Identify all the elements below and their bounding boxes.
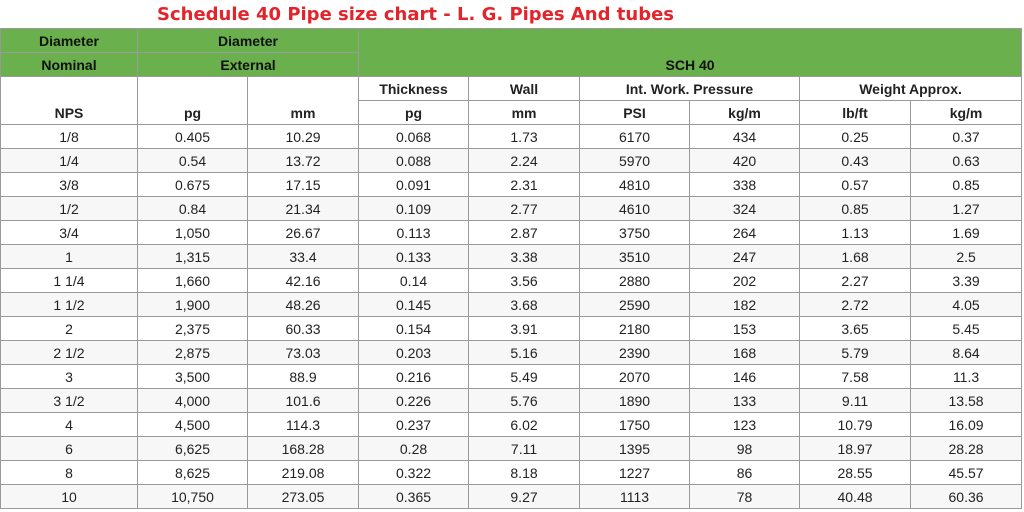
table-cell: 0.109 xyxy=(359,197,469,221)
table-cell: 8,625 xyxy=(138,461,248,485)
table-cell: 1/8 xyxy=(1,125,138,149)
table-cell: 10.79 xyxy=(800,413,911,437)
table-cell: 0.145 xyxy=(359,293,469,317)
table-cell: 0.365 xyxy=(359,485,469,509)
table-cell: 8.64 xyxy=(911,341,1022,365)
table-cell: 0.25 xyxy=(800,125,911,149)
table-cell: 247 xyxy=(690,245,800,269)
table-row xyxy=(1,341,1022,365)
table-cell: 2 xyxy=(1,317,138,341)
table-cell: 5.16 xyxy=(469,341,580,365)
table-row xyxy=(1,125,1022,149)
page-title: Schedule 40 Pipe size chart - L. G. Pipes And tubes xyxy=(157,4,674,25)
table-cell: 73.03 xyxy=(248,341,359,365)
table-cell: 0.226 xyxy=(359,389,469,413)
table-row xyxy=(1,461,1022,485)
table-cell: 2.87 xyxy=(469,221,580,245)
table-cell: 33.4 xyxy=(248,245,359,269)
header-wall: Wall xyxy=(469,77,580,101)
table-cell: 17.15 xyxy=(248,173,359,197)
table-cell: 146 xyxy=(690,365,800,389)
table-cell: 2.77 xyxy=(469,197,580,221)
table-cell: 3510 xyxy=(580,245,690,269)
table-cell: 3750 xyxy=(580,221,690,245)
table-cell: 168 xyxy=(690,341,800,365)
table-cell: 0.57 xyxy=(800,173,911,197)
header-external: External xyxy=(138,53,359,77)
table-cell: 9.11 xyxy=(800,389,911,413)
table-cell: 6,625 xyxy=(138,437,248,461)
table-cell: 0.84 xyxy=(138,197,248,221)
table-cell: 3,500 xyxy=(138,365,248,389)
table-cell: 4,000 xyxy=(138,389,248,413)
table-cell: 5970 xyxy=(580,149,690,173)
header-weight: Weight Approx. xyxy=(800,77,1022,101)
table-cell: 8.18 xyxy=(469,461,580,485)
table-cell: 42.16 xyxy=(248,269,359,293)
table-cell: 1 xyxy=(1,245,138,269)
table-cell: 10.29 xyxy=(248,125,359,149)
table-cell: 5.79 xyxy=(800,341,911,365)
table-cell: 3/8 xyxy=(1,173,138,197)
pipe-size-table xyxy=(0,28,1022,509)
table-cell: 273.05 xyxy=(248,485,359,509)
table-cell: 6 xyxy=(1,437,138,461)
table-cell: 86 xyxy=(690,461,800,485)
table-cell: 3.65 xyxy=(800,317,911,341)
table-row xyxy=(1,413,1022,437)
table-cell: 1 1/4 xyxy=(1,269,138,293)
table-cell: 219.08 xyxy=(248,461,359,485)
table-cell: 1890 xyxy=(580,389,690,413)
table-cell: 6.02 xyxy=(469,413,580,437)
table-cell: 434 xyxy=(690,125,800,149)
table-row xyxy=(1,317,1022,341)
table-cell: 0.322 xyxy=(359,461,469,485)
table-cell: 3 1/2 xyxy=(1,389,138,413)
table-cell: 0.154 xyxy=(359,317,469,341)
table-cell: 123 xyxy=(690,413,800,437)
table-cell: 0.85 xyxy=(800,197,911,221)
table-row xyxy=(1,149,1022,173)
table-cell: 0.28 xyxy=(359,437,469,461)
table-cell: 101.6 xyxy=(248,389,359,413)
table-cell: 2.27 xyxy=(800,269,911,293)
table-cell: 1227 xyxy=(580,461,690,485)
table-cell: 5.49 xyxy=(469,365,580,389)
table-row xyxy=(1,389,1022,413)
table-cell: 2 1/2 xyxy=(1,341,138,365)
table-cell: 1,315 xyxy=(138,245,248,269)
table-cell: 13.72 xyxy=(248,149,359,173)
table-cell: 45.57 xyxy=(911,461,1022,485)
table-cell: 2880 xyxy=(580,269,690,293)
header-wall-mm: mm xyxy=(469,101,580,125)
table-cell: 2.31 xyxy=(469,173,580,197)
table-cell: 2,375 xyxy=(138,317,248,341)
table-cell: 1 1/2 xyxy=(1,293,138,317)
table-cell: 3.91 xyxy=(469,317,580,341)
table-row xyxy=(1,245,1022,269)
table-cell: 8 xyxy=(1,461,138,485)
table-cell: 0.133 xyxy=(359,245,469,269)
table-cell: 0.405 xyxy=(138,125,248,149)
table-cell: 1.73 xyxy=(469,125,580,149)
table-cell: 5.76 xyxy=(469,389,580,413)
table-cell: 338 xyxy=(690,173,800,197)
table-cell: 0.216 xyxy=(359,365,469,389)
table-cell: 420 xyxy=(690,149,800,173)
table-cell: 40.48 xyxy=(800,485,911,509)
table-cell: 60.33 xyxy=(248,317,359,341)
table-cell: 6170 xyxy=(580,125,690,149)
table-cell: 13.58 xyxy=(911,389,1022,413)
table-cell: 114.3 xyxy=(248,413,359,437)
table-cell: 2.72 xyxy=(800,293,911,317)
table-cell: 324 xyxy=(690,197,800,221)
table-cell: 2180 xyxy=(580,317,690,341)
table-cell: 2390 xyxy=(580,341,690,365)
table-cell: 0.113 xyxy=(359,221,469,245)
table-cell: 1,660 xyxy=(138,269,248,293)
table-body xyxy=(1,125,1022,509)
header-diameter-external-top: Diameter xyxy=(138,29,359,53)
table-cell: 4.05 xyxy=(911,293,1022,317)
table-cell: 1750 xyxy=(580,413,690,437)
table-cell: 98 xyxy=(690,437,800,461)
table-cell: 4,500 xyxy=(138,413,248,437)
table-cell: 1,050 xyxy=(138,221,248,245)
table-cell: 21.34 xyxy=(248,197,359,221)
table-cell: 28.28 xyxy=(911,437,1022,461)
table-cell: 7.58 xyxy=(800,365,911,389)
table-cell: 1,900 xyxy=(138,293,248,317)
table-cell: 2070 xyxy=(580,365,690,389)
header-thk-pg: pg xyxy=(359,101,469,125)
table-cell: 0.091 xyxy=(359,173,469,197)
table-cell: 3.68 xyxy=(469,293,580,317)
table-cell: 153 xyxy=(690,317,800,341)
header-sch40: SCH 40 xyxy=(359,29,1022,77)
table-cell: 0.14 xyxy=(359,269,469,293)
header-ext-pg: pg xyxy=(138,77,248,125)
table-cell: 0.85 xyxy=(911,173,1022,197)
table-row xyxy=(1,221,1022,245)
table-cell: 2590 xyxy=(580,293,690,317)
table-row xyxy=(1,197,1022,221)
header-psi: PSI xyxy=(580,101,690,125)
table-cell: 2.5 xyxy=(911,245,1022,269)
header-weight-kgm: kg/m xyxy=(911,101,1022,125)
table-cell: 48.26 xyxy=(248,293,359,317)
table-cell: 10 xyxy=(1,485,138,509)
table-cell: 0.068 xyxy=(359,125,469,149)
table-cell: 1/4 xyxy=(1,149,138,173)
table-cell: 4610 xyxy=(580,197,690,221)
table-cell: 133 xyxy=(690,389,800,413)
table-cell: 202 xyxy=(690,269,800,293)
table-cell: 1.68 xyxy=(800,245,911,269)
table-cell: 4810 xyxy=(580,173,690,197)
table-cell: 0.203 xyxy=(359,341,469,365)
table-cell: 3.56 xyxy=(469,269,580,293)
table-cell: 1.27 xyxy=(911,197,1022,221)
table-cell: 1/2 xyxy=(1,197,138,221)
table-cell: 2,875 xyxy=(138,341,248,365)
table-cell: 78 xyxy=(690,485,800,509)
header-ext-mm: mm xyxy=(248,77,359,125)
table-cell: 0.43 xyxy=(800,149,911,173)
table-cell: 18.97 xyxy=(800,437,911,461)
table-cell: 2.24 xyxy=(469,149,580,173)
table-cell: 0.675 xyxy=(138,173,248,197)
header-nominal: Nominal xyxy=(1,53,138,77)
header-diameter-nominal-top: Diameter xyxy=(1,29,138,53)
table-cell: 182 xyxy=(690,293,800,317)
table-cell: 1.13 xyxy=(800,221,911,245)
table-cell: 3.39 xyxy=(911,269,1022,293)
table-cell: 7.11 xyxy=(469,437,580,461)
table-cell: 3/4 xyxy=(1,221,138,245)
table-cell: 88.9 xyxy=(248,365,359,389)
table-row xyxy=(1,269,1022,293)
table-cell: 3 xyxy=(1,365,138,389)
table-cell: 3.38 xyxy=(469,245,580,269)
table-row xyxy=(1,365,1022,389)
table-cell: 0.63 xyxy=(911,149,1022,173)
table-cell: 26.67 xyxy=(248,221,359,245)
header-thickness: Thickness xyxy=(359,77,469,101)
table-cell: 60.36 xyxy=(911,485,1022,509)
table-cell: 4 xyxy=(1,413,138,437)
table-cell: 10,750 xyxy=(138,485,248,509)
table-row xyxy=(1,293,1022,317)
header-pressure-kgm: kg/m xyxy=(690,101,800,125)
table-cell: 0.237 xyxy=(359,413,469,437)
header-lbft: lb/ft xyxy=(800,101,911,125)
table-cell: 1395 xyxy=(580,437,690,461)
header-nps: NPS xyxy=(1,77,138,125)
table-cell: 28.55 xyxy=(800,461,911,485)
table-cell: 1.69 xyxy=(911,221,1022,245)
header-pressure: Int. Work. Pressure xyxy=(580,77,800,101)
table-cell: 168.28 xyxy=(248,437,359,461)
table-cell: 9.27 xyxy=(469,485,580,509)
table-cell: 1113 xyxy=(580,485,690,509)
table-cell: 5.45 xyxy=(911,317,1022,341)
table-cell: 264 xyxy=(690,221,800,245)
table-cell: 16.09 xyxy=(911,413,1022,437)
table-cell: 0.37 xyxy=(911,125,1022,149)
table-cell: 0.088 xyxy=(359,149,469,173)
table-cell: 0.54 xyxy=(138,149,248,173)
table-row xyxy=(1,173,1022,197)
table-row xyxy=(1,485,1022,509)
table-row xyxy=(1,437,1022,461)
table-cell: 11.3 xyxy=(911,365,1022,389)
